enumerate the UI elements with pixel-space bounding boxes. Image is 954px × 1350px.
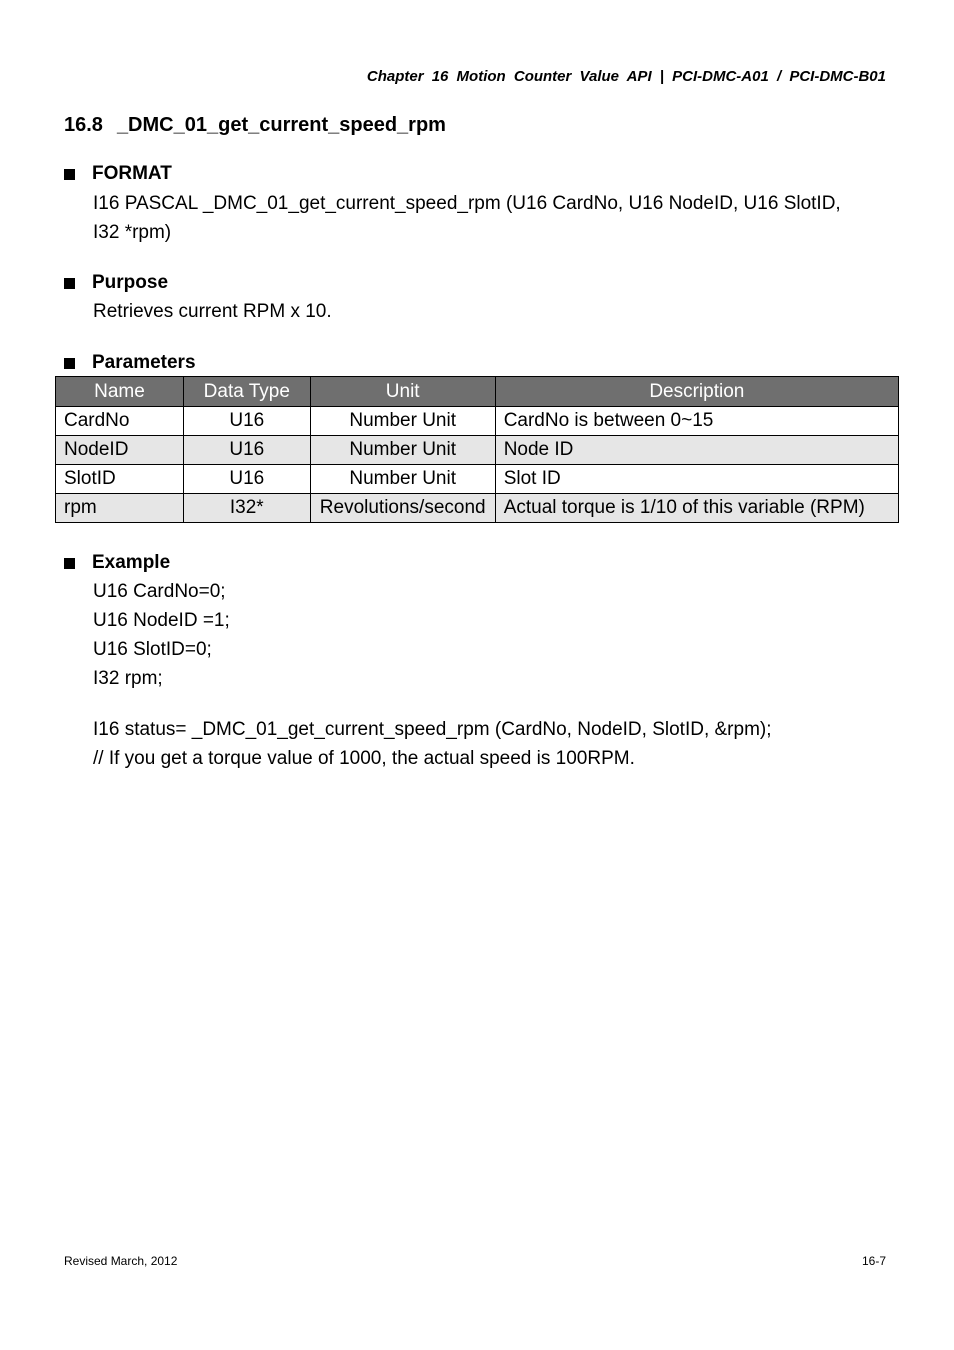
format-heading [64, 163, 172, 185]
example-heading [64, 552, 170, 574]
param-description: Node ID [495, 436, 898, 465]
code-line: U16 CardNo=0; [93, 581, 226, 602]
square-bullet-icon [64, 558, 75, 569]
table-header-row [56, 377, 899, 407]
param-unit: Number Unit [310, 407, 495, 436]
format-text [93, 189, 841, 247]
param-name: NodeID [56, 436, 184, 465]
param-unit: Number Unit [310, 465, 495, 494]
param-description: CardNo is between 0~15 [495, 407, 898, 436]
table-row [56, 407, 899, 436]
column-header: Name [56, 377, 184, 407]
param-unit: Number Unit [310, 436, 495, 465]
format-line: I16 PASCAL _DMC_01_get_current_speed_rpm (U16 CardNo, U16 NodeID, U16 SlotID, [93, 193, 841, 214]
param-type: U16 [183, 465, 310, 494]
param-name: rpm [56, 494, 184, 523]
example-heading-label: Example [92, 552, 171, 573]
table-row [56, 465, 899, 494]
param-type: I32* [183, 494, 310, 523]
format-heading-label: FORMAT [92, 163, 172, 184]
section-name: _DMC_01_get_current_speed_rpm [116, 114, 446, 136]
param-unit: Revolutions/second [310, 494, 495, 523]
code-comment: // If you get a torque value of 1000, the actual speed is 100RPM. [93, 748, 635, 769]
square-bullet-icon [64, 169, 75, 180]
section-number: 16.8 [64, 114, 103, 136]
code-line: I32 rpm; [93, 668, 163, 689]
param-type: U16 [183, 436, 310, 465]
param-name: CardNo [56, 407, 184, 436]
table-row [56, 436, 899, 465]
parameters-heading-label: Parameters [92, 352, 196, 373]
square-bullet-icon [64, 358, 75, 369]
purpose-heading [64, 272, 168, 294]
column-header: Data Type [183, 377, 310, 407]
code-line: U16 NodeID =1; [93, 610, 230, 631]
param-description: Actual torque is 1/10 of this variable (RPM) [495, 494, 898, 523]
purpose-heading-label: Purpose [92, 272, 169, 293]
column-header: Unit [310, 377, 495, 407]
column-header: Description [495, 377, 898, 407]
param-description: Slot ID [495, 465, 898, 494]
footer-revision: Revised March, 2012 [64, 1254, 178, 1268]
param-type: U16 [183, 407, 310, 436]
parameters-heading [64, 352, 196, 374]
table-row [56, 494, 899, 523]
code-line: I16 status= _DMC_01_get_current_speed_rpm (CardNo, NodeID, SlotID, &rpm); [93, 719, 772, 740]
section-title [64, 114, 446, 137]
param-name: SlotID [56, 465, 184, 494]
parameters-table [55, 376, 899, 523]
example-call [93, 715, 772, 773]
chapter-header: Chapter 16 Motion Counter Value API | PCI-DMC-A01 / PCI-DMC-B01 [366, 68, 886, 85]
purpose-text: Retrieves current RPM x 10. [93, 301, 332, 322]
example-code [93, 577, 230, 693]
code-line: U16 SlotID=0; [93, 639, 212, 660]
format-line: I32 *rpm) [93, 222, 172, 243]
page-number: 16-7 [861, 1254, 886, 1268]
square-bullet-icon [64, 278, 75, 289]
